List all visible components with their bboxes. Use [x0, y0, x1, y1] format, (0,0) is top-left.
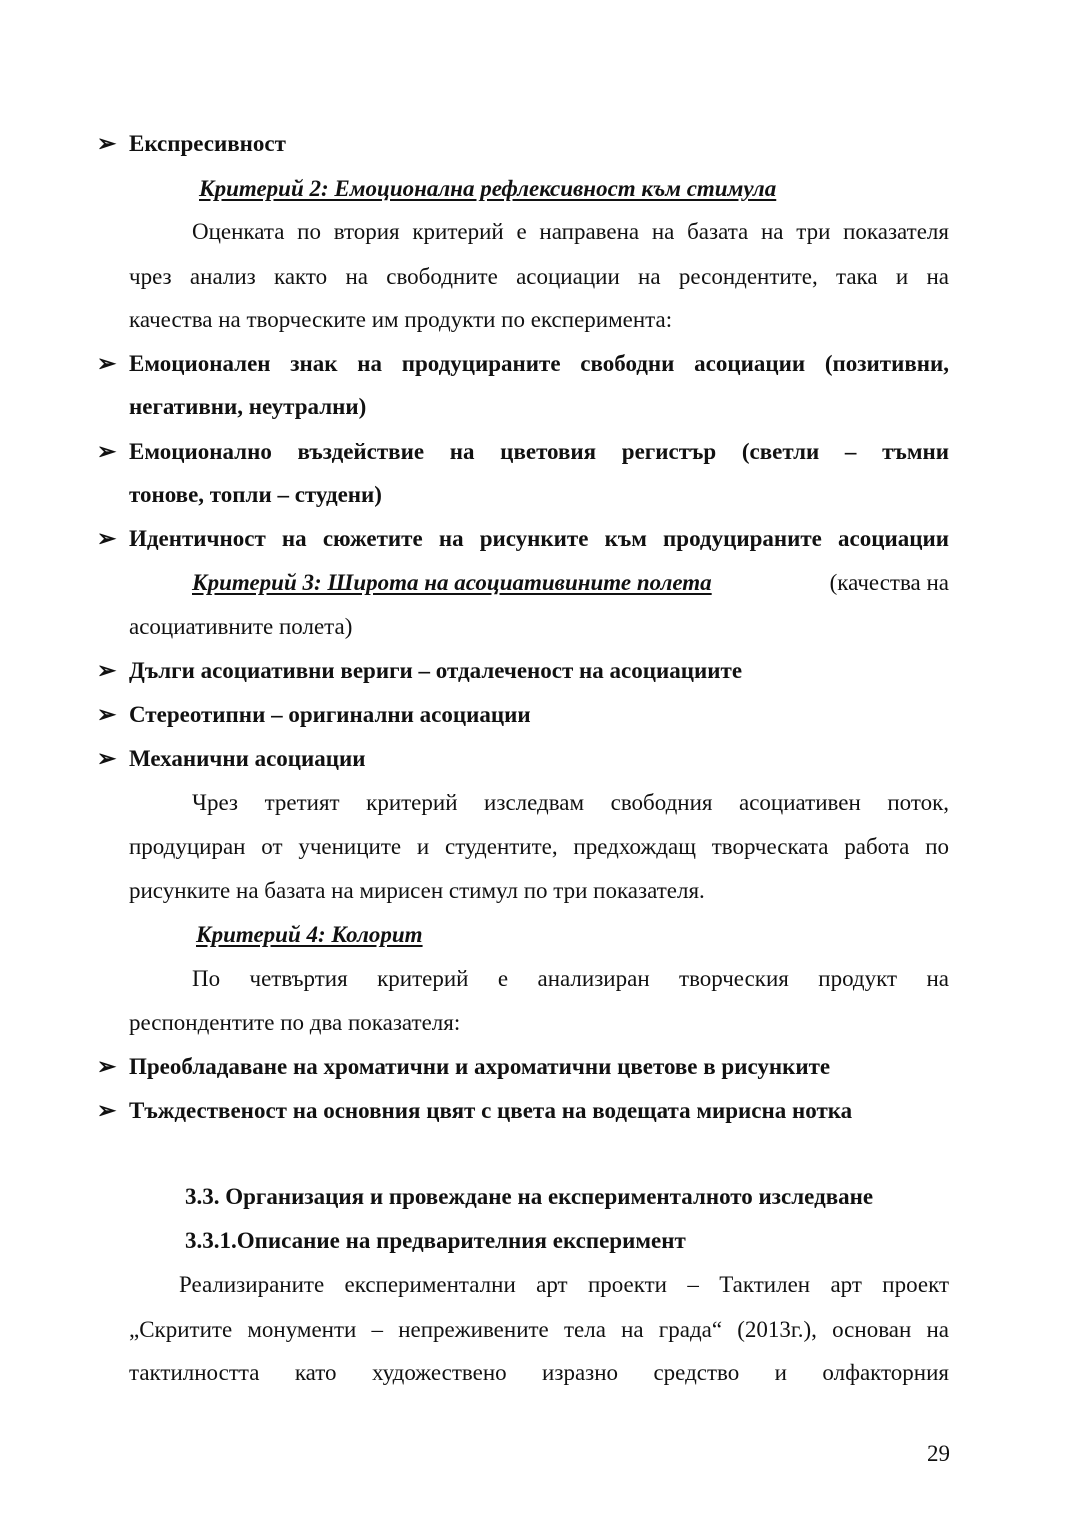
bullet-expressiveness: Експресивност	[129, 131, 286, 156]
paragraph-2-line-2: продуциран от учениците и студентите, предхождащ творческата работа по	[129, 834, 949, 859]
criterion-3-heading: Критерий 3: Широта на асоциативините полета	[192, 570, 712, 595]
paragraph-1-line-3: качества на творческите им продукти по експеримента:	[129, 307, 673, 332]
bullet-arrow-icon: ➢	[97, 746, 117, 771]
criterion-4-heading: Критерий 4: Колорит	[196, 922, 423, 947]
bullet-color-register-line-1: Емоционално въздействие на цветовия регистър (светли – тъмни	[129, 439, 949, 464]
criterion-2-heading: Критерий 2: Емоционална рефлексивност към стимула	[199, 176, 777, 201]
paragraph-2-line-3: рисунките на базата на мирисен стимул по три показателя.	[129, 878, 705, 903]
bullet-chromatic: Преобладаване на хроматични и ахроматични цветове в рисунките	[129, 1054, 831, 1079]
bullet-emotional-sign-line-1: Емоционален знак на продуцираните свободни асоциации (позитивни,	[129, 351, 949, 376]
bullet-arrow-icon: ➢	[97, 131, 117, 156]
bullet-color-register-line-2: тонове, топли – студени)	[129, 482, 382, 507]
bullet-arrow-icon: ➢	[97, 439, 117, 464]
bullet-arrow-icon: ➢	[97, 351, 117, 376]
paragraph-4-line-1: Реализираните експериментални арт проекти – Тактилен арт проект	[179, 1272, 949, 1297]
bullet-mechanical: Механични асоциации	[129, 746, 366, 771]
bullet-arrow-icon: ➢	[97, 702, 117, 727]
paragraph-4-line-3: тактилността като художествено изразно средство и олфакторния	[129, 1360, 949, 1385]
bullet-arrow-icon: ➢	[97, 1098, 117, 1123]
paragraph-3-line-1: По четвъртия критерий е анализиран творческия продукт на	[192, 966, 949, 991]
bullet-arrow-icon: ➢	[97, 658, 117, 683]
bullet-long-chains: Дълги асоциативни вериги – отдалеченост на асоциациите	[129, 658, 743, 683]
bullet-arrow-icon: ➢	[97, 1054, 117, 1079]
paragraph-4-line-2: „Скритите монументи – непреживените тела на града“ (2013г.), основан на	[129, 1317, 949, 1342]
page-number: 29	[927, 1441, 950, 1466]
paragraph-3-line-2: респондентите по два показателя:	[129, 1010, 461, 1035]
bullet-emotional-sign-line-2: негативни, неутрални)	[129, 394, 367, 419]
bullet-arrow-icon: ➢	[97, 526, 117, 551]
bullet-stereotypical: Стереотипни – оригинални асоциации	[129, 702, 531, 727]
section-heading-3-3-1: 3.3.1.Описание на предварителния експеримент	[185, 1228, 686, 1253]
paragraph-1-line-1: Оценката по втория критерий е направена на базата на три показателя	[192, 219, 949, 244]
bullet-subject-identity: Идентичност на сюжетите на рисунките към продуцираните асоциации	[129, 526, 949, 551]
criterion-3-note: (качества на	[829, 570, 949, 595]
section-heading-3-3: 3.3. Организация и провеждане на експерименталното изследване	[185, 1184, 874, 1209]
paragraph-1-line-2: чрез анализ както на свободните асоциации на ресондентите, така и на	[129, 264, 949, 289]
bullet-identity-color: Тъждественост на основния цвят с цвета на водещата мирисна нотка	[129, 1098, 853, 1123]
paragraph-2-line-1: Чрез третият критерий изследвам свободния асоциативен поток,	[192, 790, 949, 815]
criterion-3-note-line-2: асоциативните полета)	[129, 614, 353, 639]
